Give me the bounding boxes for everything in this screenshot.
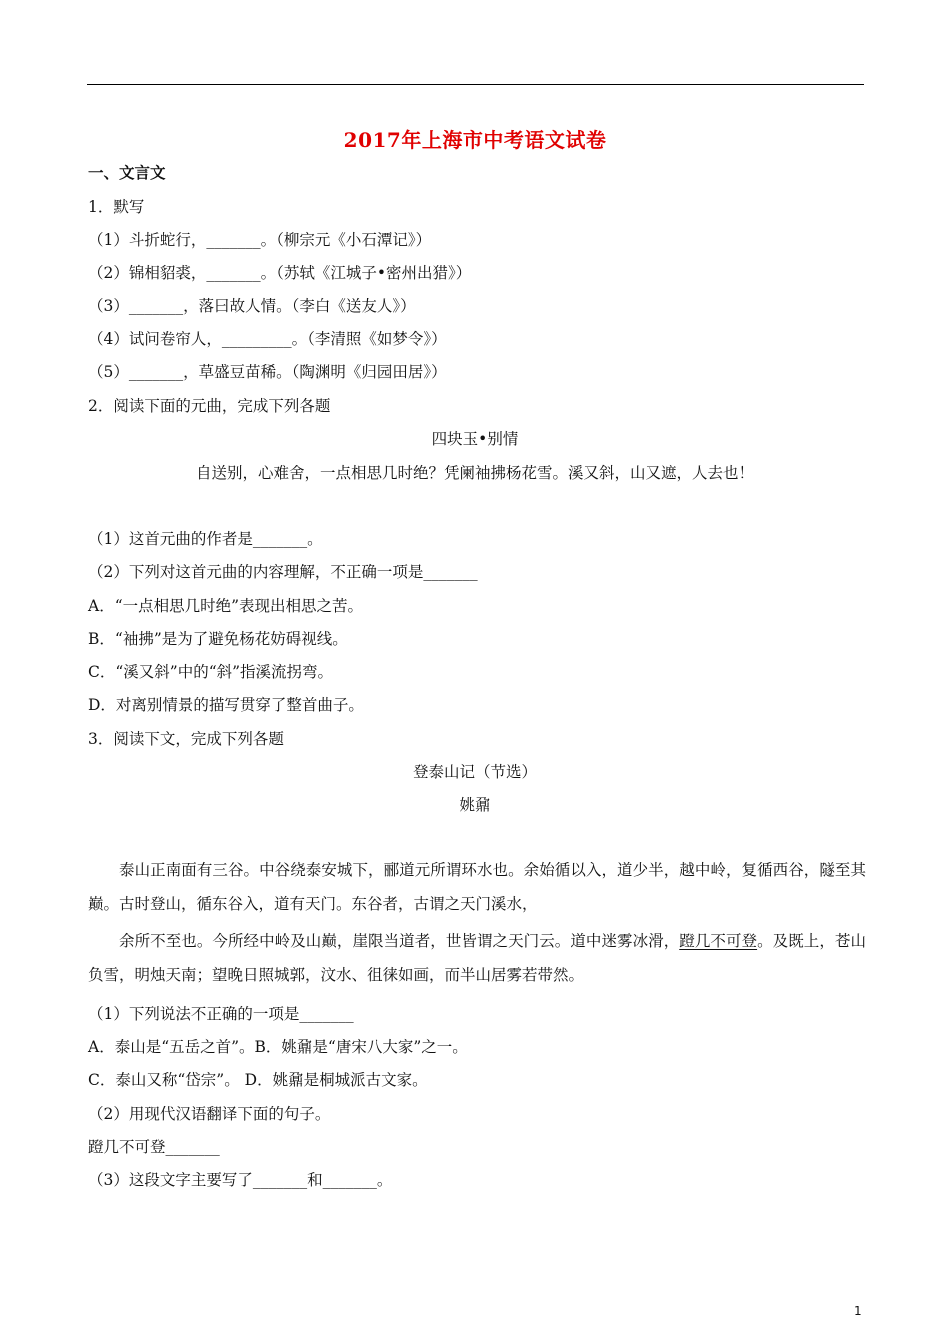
question-3-stem: 3．阅读下文，完成下列各题: [88, 730, 284, 748]
q3-options-row-2: C．泰山又称“岱宗”。 D．姚鼐是桐城派古文家。: [88, 1071, 428, 1089]
underlined-sentence: 蹬几不可登: [679, 932, 758, 950]
q2-sub-2: （2）下列对这首元曲的内容理解，不正确一项是_______: [88, 563, 478, 581]
poem-text: 自送别，心难舍，一点相思几时绝？凭阑袖拂杨花雪。溪又斜，山又遮，人去也！: [195, 464, 754, 482]
para2-text-after: 。及既上，苍山负雪，明烛天南；望晚日照城郭，汶水、徂徕如画，而半山居雾若带然。: [88, 932, 866, 984]
passage-title: 登泰山记（节选）: [412, 763, 537, 781]
passage-paragraph-1: 泰山正南面有三谷。中谷绕泰安城下，郦道元所谓环水也。余始循以入，道少半，越中岭，复循西谷，隧至其巅。古时登山，循东谷入，道有天门。东谷者，古谓之天门溪水，: [88, 861, 866, 913]
q3-sub-2: （2）用现代汉语翻译下面的句子。: [88, 1105, 331, 1123]
q2-option-d: D．对离别情景的描写贯穿了整首曲子。: [88, 696, 364, 714]
q3-translate-sentence: 蹬几不可登_______: [88, 1138, 220, 1156]
q2-option-c: C．“溪又斜”中的“斜”指溪流拐弯。: [88, 663, 334, 681]
question-2-stem: 2．阅读下面的元曲，完成下列各题: [88, 397, 331, 415]
section-heading: 一、文言文: [88, 163, 166, 182]
page-title: 2017年上海市中考语文试卷: [343, 128, 607, 152]
q3-options-row-1: A．泰山是“五岳之首”。B．姚鼐是“唐宋八大家”之一。: [88, 1038, 468, 1056]
q3-sub-3: （3）这段文字主要写了_______和_______。: [88, 1171, 393, 1189]
question-1-stem: 1．默写: [88, 198, 145, 216]
q2-option-a: A．“一点相思几时绝”表现出相思之苦。: [88, 597, 364, 615]
passage-paragraph-2: [88, 924, 866, 992]
q2-sub-1: （1）这首元曲的作者是_______。: [88, 530, 323, 548]
q1-item-3: （3）_______，落曰故人情。（李白《送友人》）: [88, 297, 416, 315]
q3-sub-1: （1）下列说法不正确的一项是_______: [88, 1005, 354, 1023]
q1-item-1: （1）斗折蛇行，_______。（柳宗元《小石潭记》）: [88, 231, 432, 249]
para2-text-before: 余所不至也。今所经中岭及山巅，崖限当道者，世皆谓之天门云。道中迷雾冰滑，: [119, 932, 680, 950]
poem-title: 四块玉•别情: [431, 430, 519, 448]
page-number: 1: [854, 1304, 862, 1318]
q1-item-2: （2）锦相貂裘，_______。（苏轼《江城子•密州出猎》）: [88, 264, 472, 282]
q2-option-b: B．“袖拂”是为了避免杨花妨碍视线。: [88, 630, 348, 648]
header-rule: [87, 84, 864, 85]
passage-author: 姚鼐: [459, 796, 491, 814]
q1-item-5: （5）_______，草盛豆苗稀。（陶渊明《归园田居》）: [88, 363, 447, 381]
q1-item-4: （4）试问卷帘人，_________。（李清照《如梦令》）: [88, 330, 447, 348]
